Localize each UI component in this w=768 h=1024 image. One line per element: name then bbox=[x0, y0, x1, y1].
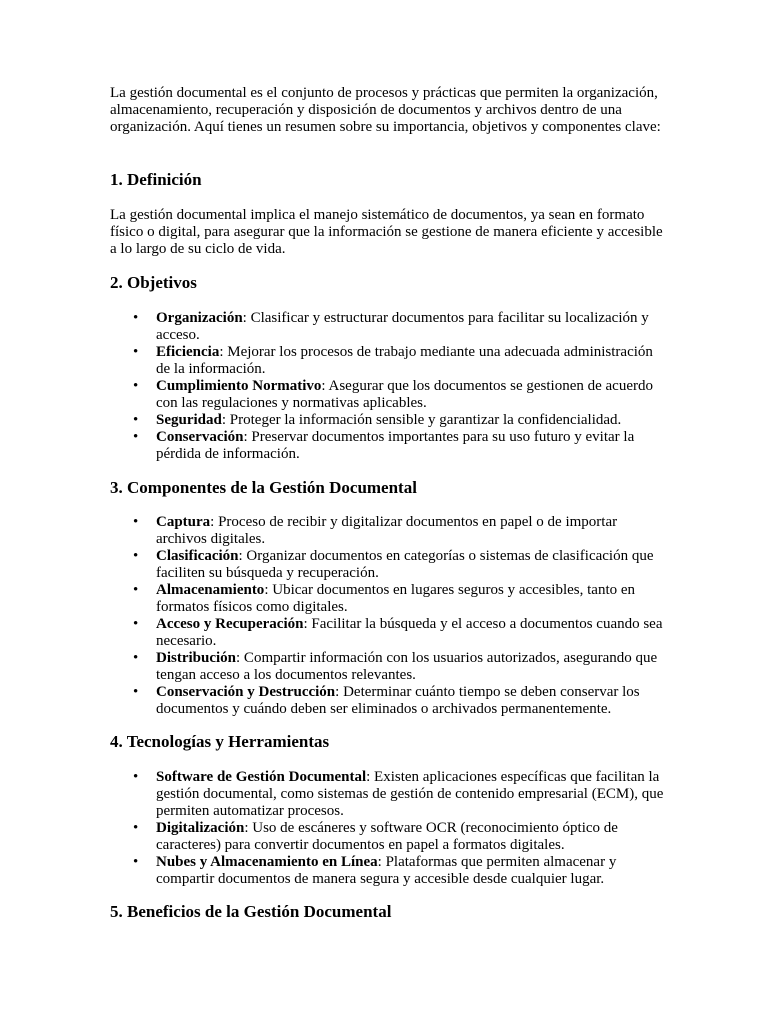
bullet-icon: • bbox=[133, 582, 139, 598]
bullet-icon: • bbox=[133, 429, 139, 445]
list-item-term: Organización bbox=[156, 310, 243, 326]
list-item-text: : Facilitar la búsqueda y el acceso a documentos cuando sea necesario. bbox=[156, 616, 663, 649]
list-item bbox=[110, 616, 670, 650]
list-item bbox=[110, 769, 670, 820]
bullet-icon: • bbox=[133, 650, 139, 666]
objetivos-list bbox=[110, 310, 670, 463]
section-title-objetivos: 2. Objetivos bbox=[110, 273, 197, 292]
list-item-term: Cumplimiento Normativo bbox=[156, 378, 322, 394]
list-item bbox=[110, 854, 670, 888]
bullet-icon: • bbox=[133, 854, 139, 870]
list-item bbox=[110, 378, 670, 412]
bullet-icon: • bbox=[133, 548, 139, 564]
section-title-beneficios: 5. Beneficios de la Gestión Documental bbox=[110, 902, 392, 921]
list-item bbox=[110, 310, 670, 344]
list-item bbox=[110, 514, 670, 548]
list-item bbox=[110, 582, 670, 616]
bullet-icon: • bbox=[133, 616, 139, 632]
bullet-icon: • bbox=[133, 820, 139, 836]
list-item-text: : Mejorar los procesos de trabajo mediante una adecuada administración de la información. bbox=[156, 344, 653, 377]
list-item-text: : Compartir información con los usuarios autorizados, asegurando que tengan acceso a los documentos relevantes. bbox=[156, 650, 658, 683]
list-item bbox=[110, 820, 670, 854]
list-item-text: : Asegurar que los documentos se gestionen de acuerdo con las regulaciones y normativas aplicables. bbox=[156, 378, 653, 411]
list-item-text: : Plataformas que permiten almacenar y compartir documentos de manera segura y accesible desde cualquier lugar. bbox=[156, 854, 617, 887]
bullet-icon: • bbox=[133, 412, 139, 428]
list-item-term: Eficiencia bbox=[156, 344, 220, 360]
section-title-definicion: 1. Definición bbox=[110, 170, 202, 189]
section-title-componentes: 3. Componentes de la Gestión Documental bbox=[110, 478, 417, 497]
list-item-text: : Proceso de recibir y digitalizar documentos en papel o de importar archivos digitales. bbox=[156, 514, 618, 547]
section-title-tecnologias: 4. Tecnologías y Herramientas bbox=[110, 732, 330, 751]
bullet-icon: • bbox=[133, 344, 139, 360]
bullet-icon: • bbox=[133, 684, 139, 700]
list-item-term: Conservación y Destrucción bbox=[156, 684, 336, 700]
list-item bbox=[110, 548, 670, 582]
list-item-term: Digitalización bbox=[156, 820, 245, 836]
list-item-text: : Uso de escáneres y software OCR (reconocimiento óptico de caracteres) para convertir documentos en papel a formatos digitales. bbox=[156, 820, 618, 853]
list-item-term: Clasificación bbox=[156, 548, 239, 564]
list-item-text: : Proteger la información sensible y garantizar la confidencialidad. bbox=[221, 412, 622, 428]
list-item-term: Software de Gestión Documental bbox=[156, 769, 367, 785]
list-item bbox=[110, 650, 670, 684]
list-item bbox=[110, 684, 670, 718]
list-item bbox=[110, 429, 670, 463]
bullet-icon: • bbox=[133, 514, 139, 530]
componentes-list bbox=[110, 514, 670, 718]
list-item-term: Conservación bbox=[156, 429, 244, 445]
list-item-text: : Existen aplicaciones específicas que facilitan la gestión documental, como sistemas de gestión de contenido empresarial (ECM), que permiten automatizar procesos. bbox=[156, 769, 664, 819]
list-item-term: Nubes y Almacenamiento en Línea bbox=[156, 854, 378, 870]
bullet-icon: • bbox=[133, 378, 139, 394]
bullet-icon: • bbox=[133, 310, 139, 326]
list-item bbox=[110, 412, 670, 429]
list-item-text: : Organizar documentos en categorías o sistemas de clasificación que faciliten su búsqueda y recuperación. bbox=[156, 548, 654, 581]
list-item-term: Seguridad bbox=[156, 412, 222, 428]
list-item-text: : Clasificar y estructurar documentos para facilitar su localización y acceso. bbox=[156, 310, 649, 343]
list-item-text: : Preservar documentos importantes para su uso futuro y evitar la pérdida de información. bbox=[156, 429, 635, 462]
bullet-icon: • bbox=[133, 769, 139, 785]
list-item-term: Distribución bbox=[156, 650, 237, 666]
definicion-paragraph: La gestión documental implica el manejo sistemático de documentos, ya sean en formato físico o digital, para asegurar que la información se gestione de manera eficiente y accesible a lo largo de su ciclo de vida. bbox=[110, 207, 663, 257]
list-item-text: : Ubicar documentos en lugares seguros y accesibles, tanto en formatos físicos como digitales. bbox=[156, 582, 636, 615]
tecnologias-list bbox=[110, 769, 670, 888]
list-item-term: Almacenamiento bbox=[156, 582, 265, 598]
intro-paragraph: La gestión documental es el conjunto de procesos y prácticas que permiten la organización, almacenamiento, recuperación y disposición de documentos y archivos dentro de una organización. Aquí tienes un resumen sobre su importancia, objetivos y componentes clave: bbox=[110, 85, 661, 135]
list-item-term: Captura bbox=[156, 514, 211, 530]
list-item bbox=[110, 344, 670, 378]
list-item-text: : Determinar cuánto tiempo se deben conservar los documentos y cuándo deben ser eliminados o archivados permanentemente. bbox=[156, 684, 640, 717]
list-item-term: Acceso y Recuperación bbox=[156, 616, 304, 632]
